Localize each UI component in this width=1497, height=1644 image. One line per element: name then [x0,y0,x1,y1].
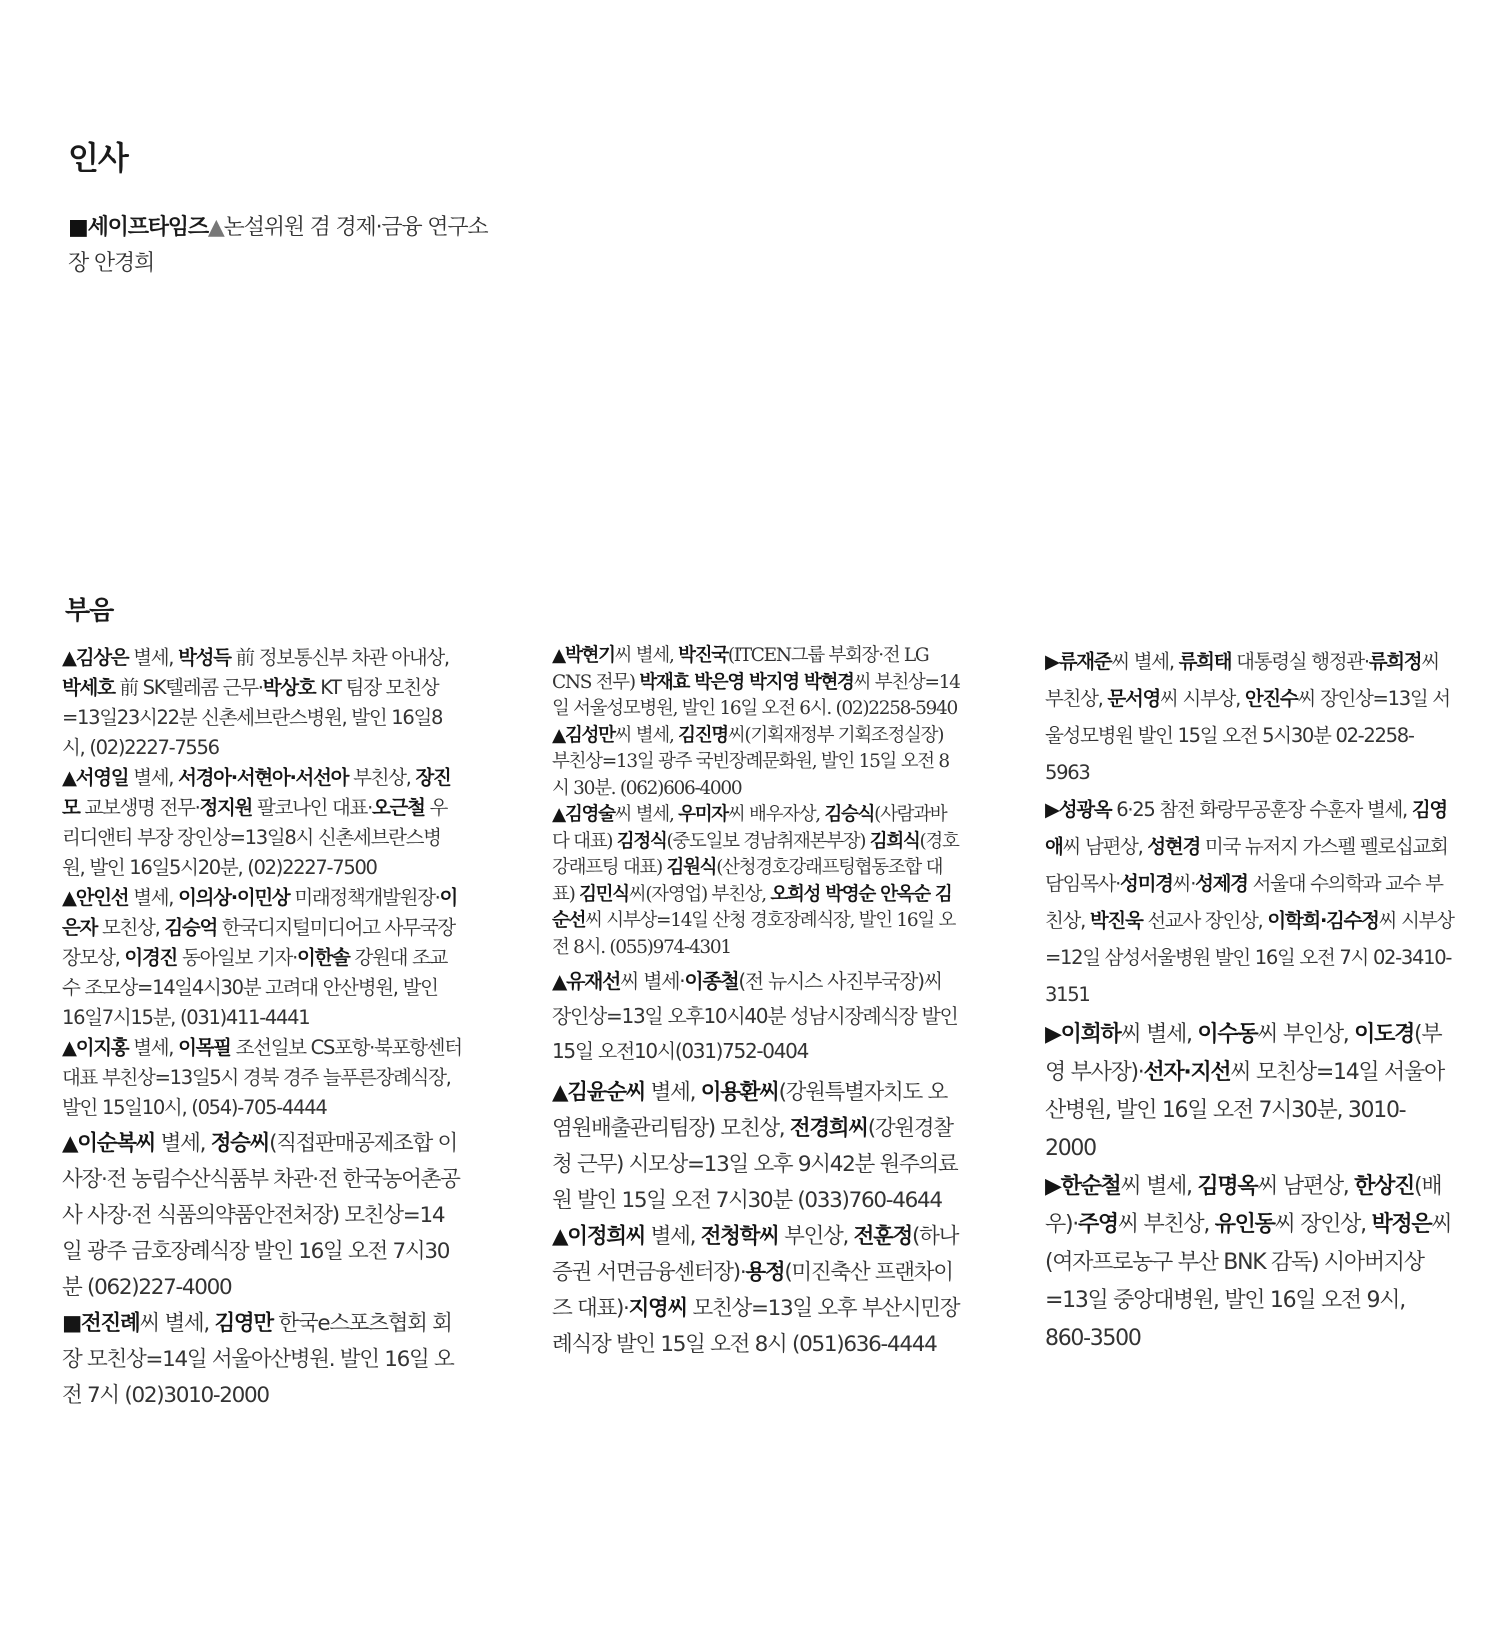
obituary-entry [1045,1016,1455,1168]
entry-text: 씨 남편상, [1062,835,1148,858]
entry-text: 6·25 참전 화랑무공훈장 수훈자 별세, [1111,798,1412,821]
entry-bullet-icon: ■ [62,1311,82,1336]
obituary-column-3 [1045,643,1455,1358]
entry-text: 前 SK텔레콤 근무· [114,676,263,699]
obituary-entry [62,1306,462,1414]
person-name: 이순복씨 [77,1131,156,1156]
person-name: 선자·지선 [1143,1060,1231,1085]
entry-text: 우리디앤티 부장 장인상=13일8시 신촌세브란스병원, 발인 16일5시20분, (02)2227-7500 [62,796,448,879]
entry-text: 교보생명 전무· [79,796,200,819]
person-name: 류희정 [1368,650,1422,673]
entry-text: 씨· [1172,872,1196,895]
entry-text: (강원경찰청 근무) 시모상=13일 오후 9시42분 원주의료원 발인 15일 오전 7시30분 (033)760-4644 [552,1116,958,1213]
person-name: 용정 [745,1260,785,1285]
person-name: 이은자 [62,886,458,939]
entry-text: (부영 부사장)· [1045,1022,1442,1085]
obituary-entry [552,723,962,803]
entry-text: 별세, [128,646,179,669]
entry-bullet-icon: ▲ [62,646,76,669]
person-name: 이한솔 [296,946,350,969]
person-name: 김영만 [214,1311,273,1336]
person-name: 박재효 박은영 박지영 박현경 [639,671,854,693]
entry-text: 팔코나인 대표· [252,796,373,819]
person-name: 박정은 [1371,1212,1432,1237]
entry-text: (전 뉴시스 사진부국장)씨 장인상=13일 오후10시40분 성남시장례식장 발인 15일 오전10시(031)752-0404 [552,969,958,1063]
person-name: 문서영 [1107,687,1161,710]
entry-bullet-icon: ▶ [1045,1022,1061,1047]
entry-text: 씨 시부상=14일 산청 경호장례식장, 발인 16일 오전 8시. (055)974-4301 [552,910,956,958]
entry-text: 서울대 수의학과 교수 부친상, [1045,872,1443,932]
person-name: 이목필 [178,1036,231,1059]
person-name: 박성득 [178,646,231,669]
entry-text: 모친상, [97,916,165,939]
entry-bullet-icon: ▶ [1045,650,1059,673]
entry-text: 미국 뉴저지 가스펠 펠로십교회 담임목사· [1045,835,1448,895]
insa-org-name: 세이프타임즈 [87,215,208,240]
obituary-entry [62,763,462,883]
entry-text: 한국e스포츠협회 회장 모친상=14일 서울아산병원. 발인 16일 오전 7시 (02)3010-2000 [62,1311,454,1408]
obituary-entry [552,1075,962,1219]
person-name: 이종철 [684,969,739,993]
entry-text: 별세, [128,1036,179,1059]
person-name: 전훈정 [853,1224,913,1249]
entry-text: (ITCEN그룹 부회장·전 LG CNS 전무) [552,645,929,693]
entry-text: (직접판매공제조합 이사장·전 농림수산식품부 차관·전 한국농어촌공사 사장·전 식품의약품안전처장) 모친상=14일 광주 금호장례식장 발인 16일 오전 7시30분 (062)227-4000 [62,1131,460,1300]
entry-bullet-icon: ▲ [62,1036,76,1059]
entry-text: (배우)· [1045,1174,1442,1237]
insa-personnel-notice [68,210,488,282]
entry-text: (산청경호강래프팅협동조합 대표) [552,857,943,905]
entry-text: 별세, [128,886,179,909]
entry-text: 씨 별세, [1120,1174,1198,1199]
entry-bullet-icon: ▲ [552,804,565,825]
person-name: 이의상·이민상 [178,886,290,909]
obituary-entry [62,1033,462,1123]
entry-text: 대통령실 행정관· [1231,650,1369,673]
person-name: 성미경 [1120,872,1173,895]
person-name: 오희성 박영순 안옥순 김순선 [552,883,952,931]
entry-text: 별세, [645,1224,701,1249]
entry-text: 씨 시부상=12일 삼성서울병원 발인 16일 오전 7시 02-3410-3151 [1045,909,1454,1006]
person-name: 이경진 [124,946,178,969]
person-name: 김명옥 [1197,1174,1258,1199]
entry-text: 선교사 장인상, [1142,909,1268,932]
person-name: 성광옥 [1058,798,1112,821]
person-name: 한순철 [1060,1174,1121,1199]
person-name: 류재준 [1058,650,1112,673]
person-name: 이희하 [1060,1022,1121,1047]
entry-text: 씨 부친상, [1117,1212,1215,1237]
obituary-entry [62,1126,462,1306]
person-name: 김희식 [869,830,920,852]
person-name: 장진모 [62,766,451,819]
entry-text: 씨 모친상=14일 서울아산병원, 발인 16일 오전 7시30분, 3010-2000 [1045,1060,1444,1161]
entry-text: 씨 장인상, [1274,1212,1372,1237]
person-name: 박진욱 [1089,909,1143,932]
person-name: 지영씨 [628,1296,687,1321]
entry-text: (사람과바다 대표) [552,804,947,852]
obituary-entry [1045,1168,1455,1358]
obituary-entry [1045,643,1455,791]
person-name: 성현경 [1147,835,1201,858]
entry-bullet-icon: ▲ [62,766,76,789]
person-name: 김민식 [579,883,629,905]
entry-text: 씨(기획재정부 기획조정실장) 부친상=13일 광주 국빈장례문화원, 발인 15일 오전 8시 30분. (062)606-4000 [552,724,949,799]
entry-text: 씨 별세· [620,969,685,993]
obituary-entry [552,802,962,961]
person-name: 이용환씨 [700,1080,779,1105]
person-name: 박상호 [262,676,316,699]
entry-text: 씨 부친상, [1045,650,1439,710]
entry-text: 씨 별세, [614,724,679,746]
person-name: 안진수 [1244,687,1298,710]
entry-text: 강원대 조교수 조모상=14일4시30분 고려대 안산병원, 발인 16일7시15분, (031)411-4441 [62,946,448,1029]
entry-text: 前 정보통신부 차관 아내상, [230,646,449,669]
person-name: 김상은 [75,646,129,669]
entry-text: 부인상, [778,1224,854,1249]
entry-bullet-icon: ▶ [1045,798,1059,821]
person-name: 박현기 [564,645,615,666]
person-name: 전진례 [81,1311,140,1336]
entry-text: (강원특별자치도 오염원배출관리팀장) 모친상, [552,1080,947,1141]
entry-text: 한국디지털미디어고 사무국장 장모상, [62,916,455,969]
entry-text: 씨 별세, [1120,1022,1198,1047]
entry-text: (경호강래프팅 대표) [552,830,959,878]
person-name: 유인동 [1214,1212,1275,1237]
person-name: 이학희·김수정 [1267,909,1379,932]
person-name: 한상진 [1354,1174,1415,1199]
obituary-entry [62,643,462,763]
entry-text: 미래정책개발원장· [289,886,440,909]
entry-text: 씨 배우자상, [727,804,825,825]
entry-text: 씨 부인상, [1257,1022,1355,1047]
entry-bullet-icon: ▲ [552,645,565,666]
person-name: 김윤순씨 [567,1080,646,1105]
triangle-bullet-icon: ▲ [207,215,224,240]
person-name: 이수동 [1197,1022,1258,1047]
entry-text: 씨 부친상=14일 서울성모병원, 발인 16일 오전 6시. (02)2258-5940 [552,671,960,719]
person-name: 전청학씨 [700,1224,779,1249]
obituary-entry [1045,791,1455,1013]
entry-bullet-icon: ▲ [62,886,76,909]
entry-text: 씨 남편상, [1257,1174,1355,1199]
person-name: 전경희씨 [789,1116,868,1141]
person-name: 박세호 [62,676,115,699]
entry-text: (중도일보 경남취재본부장) [666,830,870,852]
bueum-heading: 부음 [65,596,114,626]
person-name: 김영술 [564,804,615,825]
person-name: 서경아·서현아·서선아 [178,766,349,789]
entry-text: (하나증권 서면금융센터장)· [552,1224,959,1285]
entry-text: 조선일보 CS포항·북포항센터 대표 부친상=13일5시 경북 경주 늘푸른장례식장, 발인 15일10시, (054)-705-4444 [62,1036,462,1119]
person-name: 박진국 [678,645,728,666]
entry-bullet-icon: ▲ [552,1080,568,1105]
entry-text: 별세, [128,766,179,789]
person-name: 정승씨 [210,1131,270,1156]
entry-text: 씨(여자프로농구 부산 BNK 감독) 시아버지상=13일 중앙대병원, 발인 16일 오전 9시, 860-3500 [1045,1212,1452,1351]
person-name: 안인선 [75,886,129,909]
person-name: 김정식 [616,830,667,852]
entry-text: 씨 장인상=13일 서울성모병원 발인 15일 오전 5시30분 02-2258-5963 [1045,687,1450,784]
entry-text: 별세, [155,1131,211,1156]
entry-text: 씨 별세, [1111,650,1179,673]
obituary-entry [552,1219,962,1363]
obituary-entry [552,964,962,1069]
entry-bullet-icon: ▲ [552,724,565,746]
entry-text: 별세, [645,1080,701,1105]
entry-bullet-icon: ▲ [552,1224,568,1249]
obituary-entry [62,883,462,1033]
person-name: 서영일 [75,766,129,789]
entry-text: 씨 시부상, [1160,687,1245,710]
insa-appointment-text: 논설위원 겸 경제·금융 연구소장 안경희 [68,215,488,276]
entry-text: 씨(자영업) 부친상, [628,883,771,905]
person-name: 김진명 [678,724,728,746]
person-name: 김성만 [564,724,615,746]
entry-bullet-icon: ▶ [1045,1174,1061,1199]
square-bullet-icon: ■ [68,215,88,240]
person-name: 김승식 [824,804,875,825]
person-name: 유재선 [566,969,621,993]
person-name: 정지원 [199,796,253,819]
obituary-column-1 [62,643,462,1414]
entry-text: 씨 별세, [139,1311,215,1336]
person-name: 김승억 [164,916,218,939]
entry-text: 씨 별세, [614,645,679,666]
person-name: 이지홍 [75,1036,129,1059]
person-name: 김원식 [666,857,717,878]
entry-text: 씨 별세, [614,804,679,825]
entry-text: KT 팀장 모친상=13일23시22분 신촌세브란스병원, 발인 16일8시, (02)2227-7556 [62,676,443,759]
person-name: 우미자 [678,804,728,825]
person-name: 성제경 [1195,872,1248,895]
entry-bullet-icon: ▲ [62,1131,78,1156]
obituary-entry [552,643,962,723]
obituary-column-2 [552,643,962,1363]
entry-text: 동아일보 기자· [177,946,297,969]
insa-heading: 인사 [68,139,128,177]
person-name: 주영 [1077,1212,1118,1237]
entry-text: 부친상, [348,766,416,789]
person-name: 류희태 [1178,650,1232,673]
person-name: 이도경 [1354,1022,1415,1047]
entry-bullet-icon: ▲ [552,969,567,993]
person-name: 오근철 [372,796,425,819]
entry-text: 모친상=13일 오후 부산시민장례식장 발인 15일 오전 8시 (051)636-4444 [552,1296,960,1357]
entry-text: (미진축산 프랜차이즈 대표)· [552,1260,953,1321]
person-name: 김영애 [1045,798,1447,858]
person-name: 이정희씨 [567,1224,646,1249]
